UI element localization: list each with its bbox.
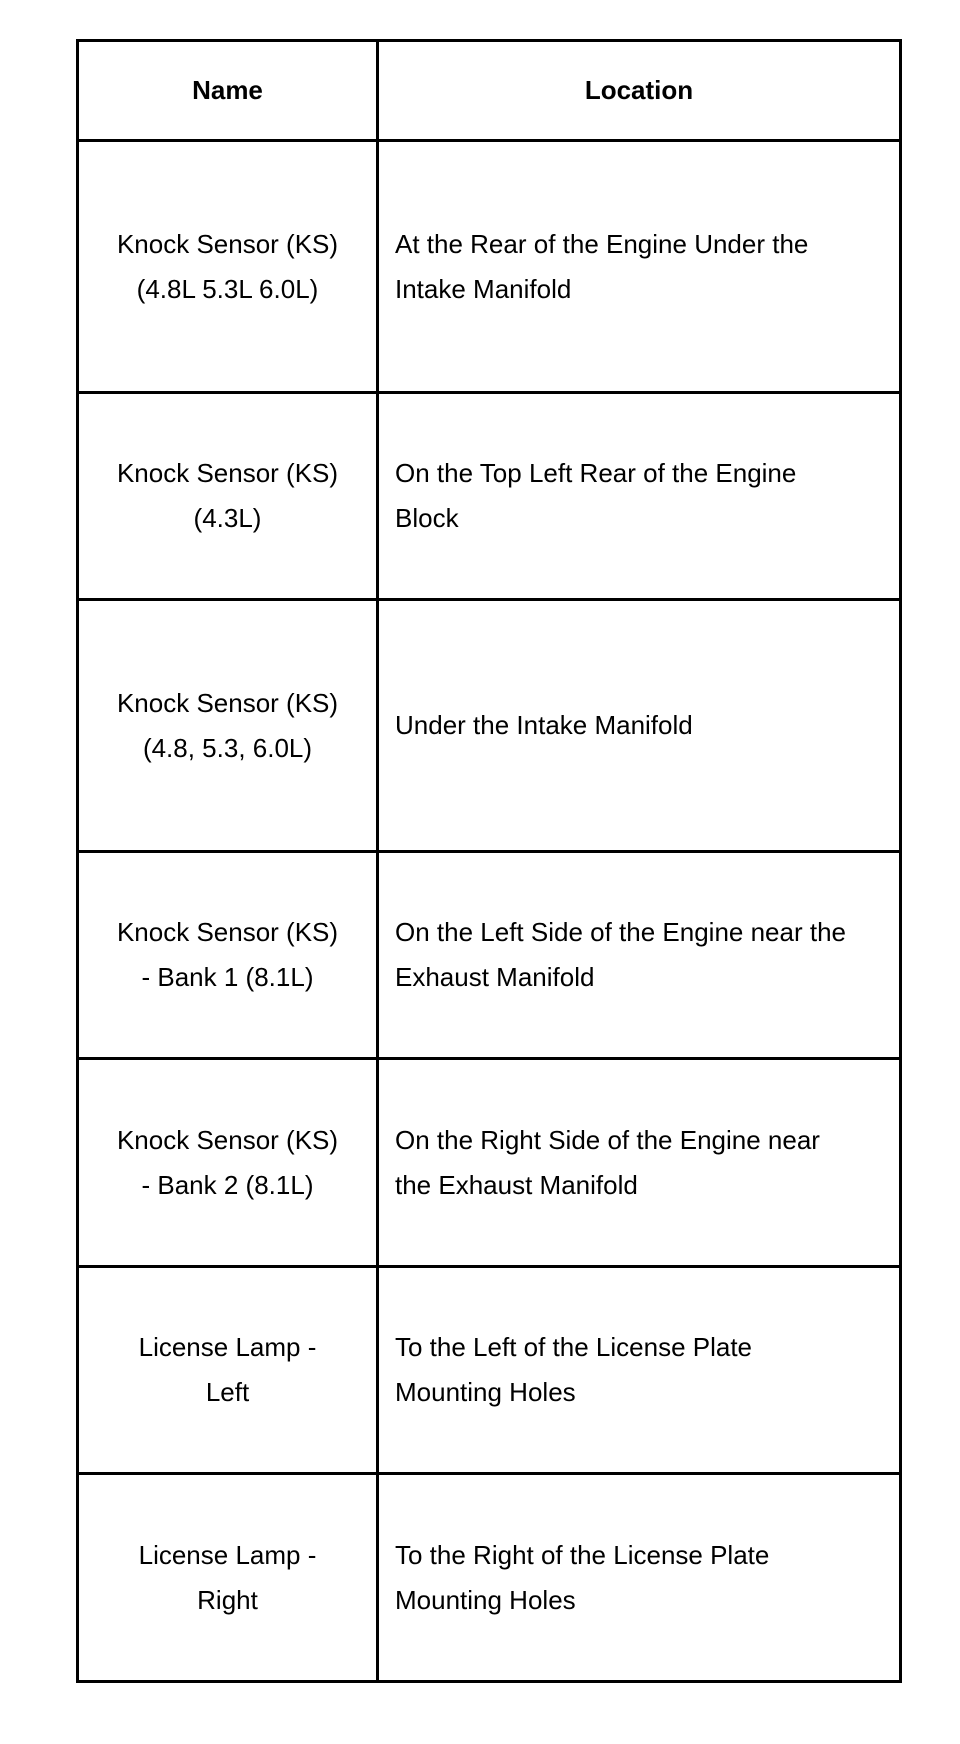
name-line-2: - Bank 1 (8.1L) — [141, 962, 314, 992]
table-row — [78, 141, 901, 393]
component-location-table — [76, 39, 902, 1683]
table-row — [78, 600, 901, 852]
location-cell: At the Rear of the Engine Under the Intake Manifold — [378, 141, 901, 393]
name-line-1: Knock Sensor (KS) — [116, 228, 339, 259]
name-line-1: Knock Sensor (KS) — [116, 687, 339, 718]
name-line-2: (4.3L) — [193, 503, 262, 533]
name-cell — [78, 1267, 378, 1474]
name-line-2: - Bank 2 (8.1L) — [141, 1169, 314, 1200]
location-cell: On the Left Side of the Engine near the Exhaust Manifold — [378, 852, 901, 1059]
table-row — [78, 1267, 901, 1474]
name-line-1: License Lamp - — [138, 1539, 317, 1570]
name-line-1: Knock Sensor (KS) — [116, 917, 339, 947]
name-cell — [78, 852, 378, 1059]
table-body — [78, 141, 901, 1682]
name-line-2: (4.8L 5.3L 6.0L) — [136, 273, 319, 304]
name-cell — [78, 1059, 378, 1267]
name-line-1: License Lamp - — [138, 1332, 317, 1362]
table-header — [78, 41, 901, 141]
name-line-2: Left — [205, 1377, 250, 1407]
location-cell: On the Top Left Rear of the Engine Block — [378, 393, 901, 600]
table-row — [78, 393, 901, 600]
name-cell — [78, 141, 378, 393]
name-cell — [78, 600, 378, 852]
name-cell — [78, 1474, 378, 1682]
location-cell: On the Right Side of the Engine near the Exhaust Manifold — [378, 1059, 901, 1267]
name-cell — [78, 393, 378, 600]
name-line-2: (4.8, 5.3, 6.0L) — [142, 732, 313, 763]
location-column-header: Location — [378, 41, 901, 141]
name-line-1: Knock Sensor (KS) — [116, 458, 339, 488]
component-location-table-container — [76, 39, 899, 1683]
table-row — [78, 852, 901, 1059]
name-column-header: Name — [78, 41, 378, 141]
location-cell: Under the Intake Manifold — [378, 600, 901, 852]
location-cell: To the Left of the License Plate Mounting Holes — [378, 1267, 901, 1474]
location-cell: To the Right of the License Plate Mounting Holes — [378, 1474, 901, 1682]
table-row — [78, 1474, 901, 1682]
header-row — [78, 41, 901, 141]
name-line-1: Knock Sensor (KS) — [116, 1124, 339, 1155]
name-line-2: Right — [197, 1584, 258, 1615]
table-row — [78, 1059, 901, 1267]
